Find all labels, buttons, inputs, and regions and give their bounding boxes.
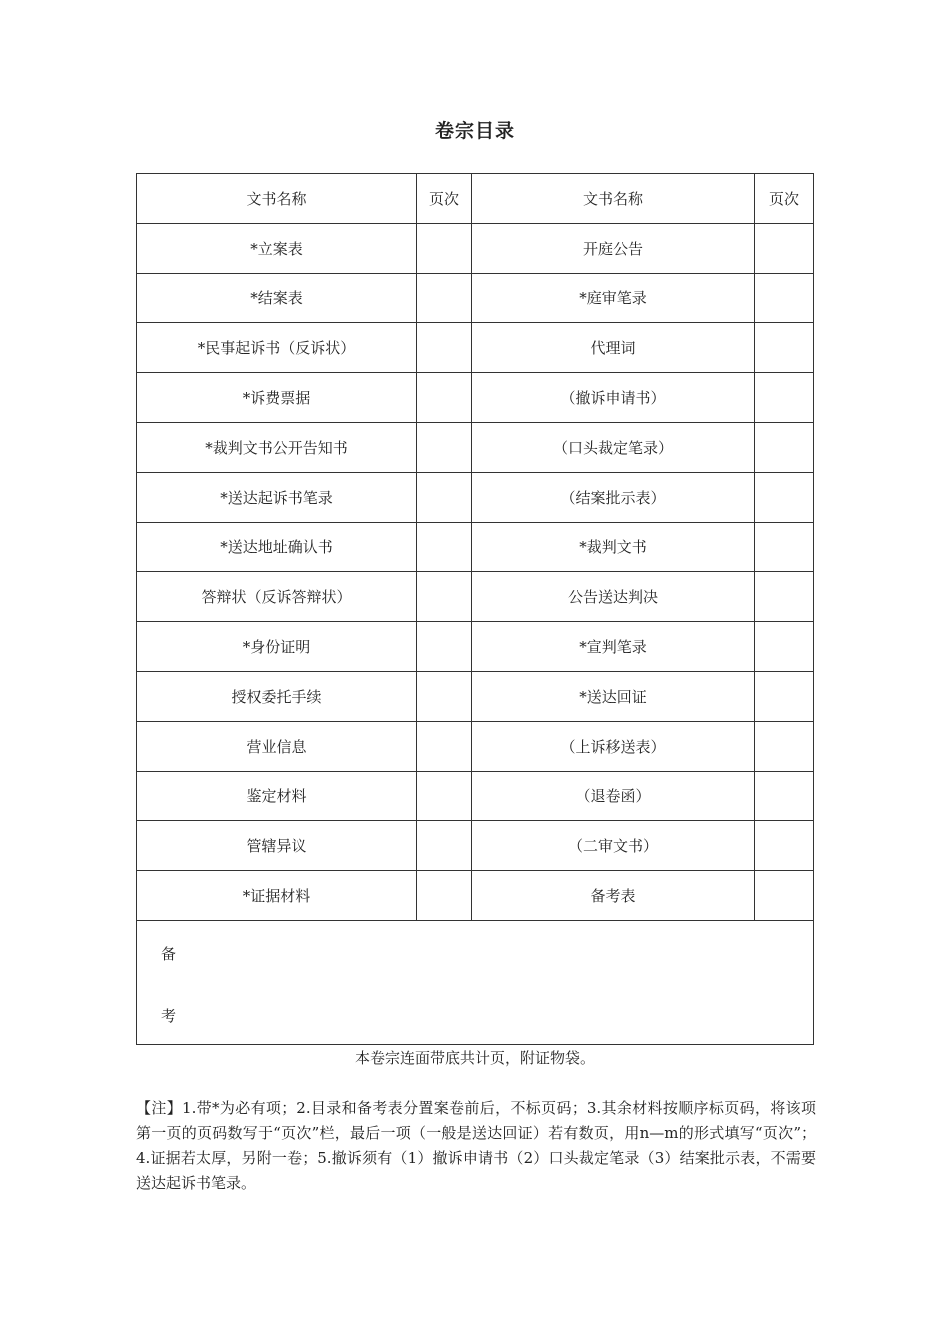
doc-name-right: *宣判笔录 (472, 622, 755, 672)
doc-name-left: *身份证明 (137, 622, 417, 672)
doc-name-left: *立案表 (137, 223, 417, 273)
header-page-right: 页次 (755, 174, 814, 224)
header-name-left: 文书名称 (137, 174, 417, 224)
catalog-table (136, 173, 814, 1045)
doc-name-left: *民事起诉书（反诉状） (137, 323, 417, 373)
doc-name-left: *诉费票据 (137, 373, 417, 423)
doc-name-left: *裁判文书公开告知书 (137, 422, 417, 472)
table-row (137, 223, 814, 273)
page-cell-left[interactable] (417, 323, 472, 373)
doc-name-left: *送达地址确认书 (137, 522, 417, 572)
doc-name-right: （二审文书） (472, 821, 755, 871)
page-cell-right[interactable] (755, 223, 814, 273)
page-cell-left[interactable] (417, 273, 472, 323)
table-row (137, 273, 814, 323)
page-cell-right[interactable] (755, 572, 814, 622)
remark-label-2: 考 (161, 1006, 177, 1025)
footnote: 【注】1.带*为必有项；2.目录和备考表分置案卷前后，不标页码；3.其余材料按顺序标页码，将该项第一页的页码数写于“页次”栏，最后一项（一般是送达回证）若有数页，用n—m的形式填写“页次”；4.证据若太厚，另附一卷；5.撤诉须有（1）撤诉申请书（2）口头裁定笔录（3）结案批示表，不需要送达起诉书笔录。 (136, 1099, 816, 1192)
table-row (137, 721, 814, 771)
page-cell-right[interactable] (755, 273, 814, 323)
header-row (137, 174, 814, 224)
doc-name-left: 鉴定材料 (137, 771, 417, 821)
doc-name-right: （口头裁定笔录） (472, 422, 755, 472)
page-cell-left[interactable] (417, 622, 472, 672)
page-cell-left[interactable] (417, 671, 472, 721)
page-cell-left[interactable] (417, 472, 472, 522)
page-cell-right[interactable] (755, 622, 814, 672)
page-cell-left[interactable] (417, 522, 472, 572)
page-cell-right[interactable] (755, 522, 814, 572)
doc-name-left: 答辩状（反诉答辩状） (137, 572, 417, 622)
page-cell-right[interactable] (755, 323, 814, 373)
table-row (137, 323, 814, 373)
remark-label-1: 备 (161, 944, 177, 963)
doc-name-right: *送达回证 (472, 671, 755, 721)
page-cell-right[interactable] (755, 422, 814, 472)
table-row (137, 373, 814, 423)
table-row (137, 472, 814, 522)
page-cell-left[interactable] (417, 373, 472, 423)
table-row (137, 671, 814, 721)
volume-summary: 本卷宗连面带底共计页，附证物袋。 (354, 1049, 595, 1067)
doc-name-right: 开庭公告 (472, 223, 755, 273)
page-cell-right[interactable] (755, 821, 814, 871)
table-row (137, 771, 814, 821)
doc-name-right: 备考表 (472, 871, 755, 921)
doc-name-left: 管辖异议 (137, 821, 417, 871)
page-cell-left[interactable] (417, 871, 472, 921)
table-row (137, 622, 814, 672)
doc-name-right: （撤诉申请书） (472, 373, 755, 423)
table-row (137, 821, 814, 871)
header-name-right: 文书名称 (472, 174, 755, 224)
doc-name-right: *庭审笔录 (472, 273, 755, 323)
header-page-left: 页次 (417, 174, 472, 224)
page-cell-left[interactable] (417, 223, 472, 273)
page-cell-left[interactable] (417, 771, 472, 821)
remark-cell[interactable] (137, 920, 814, 1044)
page-cell-left[interactable] (417, 572, 472, 622)
doc-name-left: *送达起诉书笔录 (137, 472, 417, 522)
page-cell-left[interactable] (417, 721, 472, 771)
doc-name-left: 授权委托手续 (137, 671, 417, 721)
doc-name-left: 营业信息 (137, 721, 417, 771)
doc-name-right: （退卷函） (472, 771, 755, 821)
page-title: 卷宗目录 (434, 120, 515, 142)
page-cell-right[interactable] (755, 771, 814, 821)
page-cell-right[interactable] (755, 373, 814, 423)
doc-name-left: *结案表 (137, 273, 417, 323)
table-row (137, 572, 814, 622)
table-row (137, 422, 814, 472)
doc-name-right: 公告送达判决 (472, 572, 755, 622)
page-cell-right[interactable] (755, 472, 814, 522)
doc-name-right: 代理词 (472, 323, 755, 373)
page-cell-left[interactable] (417, 821, 472, 871)
table-row (137, 522, 814, 572)
table-row (137, 871, 814, 921)
remark-row (137, 920, 814, 1044)
page-cell-left[interactable] (417, 422, 472, 472)
doc-name-left: *证据材料 (137, 871, 417, 921)
doc-name-right: *裁判文书 (472, 522, 755, 572)
page-cell-right[interactable] (755, 721, 814, 771)
doc-name-right: （结案批示表） (472, 472, 755, 522)
page-cell-right[interactable] (755, 871, 814, 921)
doc-name-right: （上诉移送表） (472, 721, 755, 771)
page-cell-right[interactable] (755, 671, 814, 721)
